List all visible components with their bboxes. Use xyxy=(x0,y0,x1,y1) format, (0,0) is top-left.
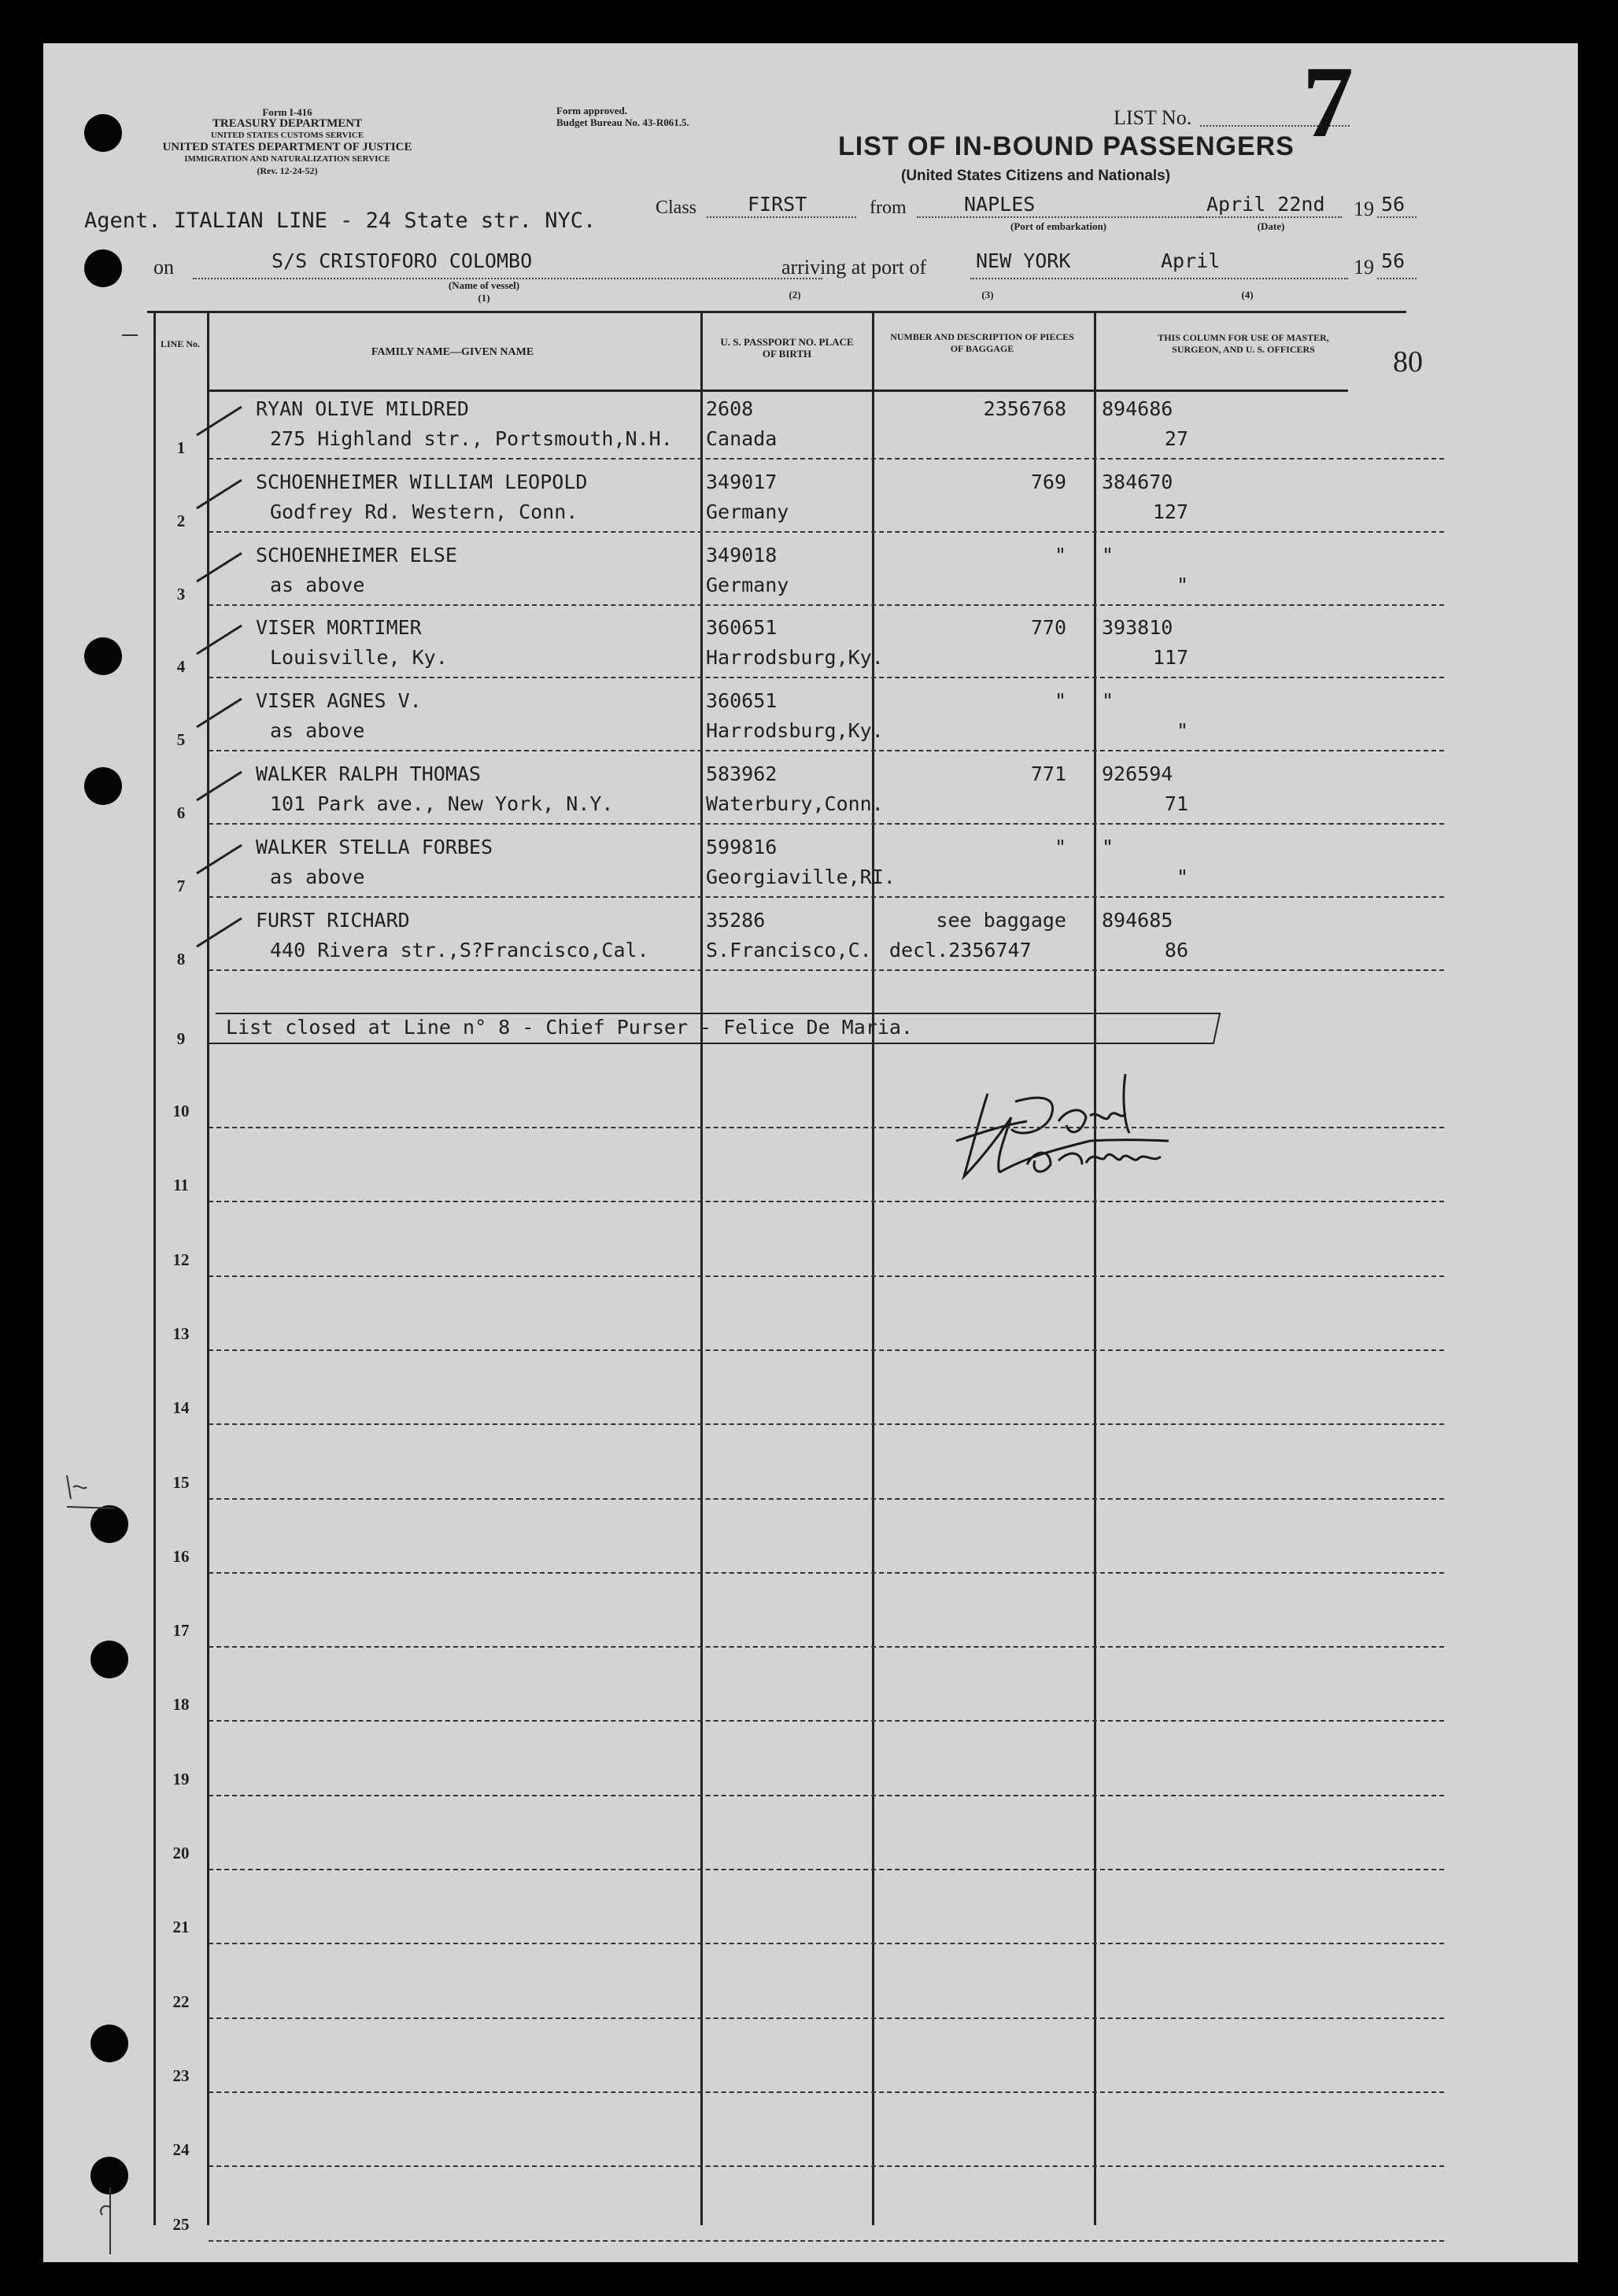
officer-note: " xyxy=(1176,719,1188,743)
year-line xyxy=(1377,216,1417,218)
place-of-birth: S.Francisco,C. xyxy=(706,938,872,962)
passenger-name: VISER MORTIMER xyxy=(256,616,422,640)
passport-number: 349017 xyxy=(706,470,778,493)
page-title: LIST OF IN-BOUND PASSENGERS xyxy=(838,131,1295,161)
line-no-divider xyxy=(207,313,209,2225)
date-value: April 22nd xyxy=(1206,193,1325,216)
date-line xyxy=(1200,216,1342,218)
line-number: 1 xyxy=(176,438,186,457)
row-separator xyxy=(209,823,1444,825)
passenger-name: SCHOENHEIMER WILLIAM LEOPOLD xyxy=(256,470,588,493)
baggage-description: 769 xyxy=(1030,470,1066,493)
agent-line: Agent. ITALIAN LINE - 24 State str. NYC. xyxy=(84,209,597,233)
check-mark xyxy=(193,694,248,733)
row-separator xyxy=(209,1275,1444,1277)
line-number: 24 xyxy=(172,2140,190,2160)
arr-year-line xyxy=(1377,278,1417,279)
line-number: 7 xyxy=(176,876,186,895)
form-block xyxy=(161,106,413,177)
punch-hole xyxy=(84,767,122,805)
passenger-address: as above xyxy=(270,573,365,596)
line-number: 5 xyxy=(176,730,186,750)
place-of-birth: Harrodsburg,Ky. xyxy=(706,719,884,743)
check-mark xyxy=(193,840,248,880)
purser-signature xyxy=(933,1046,1295,1196)
vessel-caption: (Name of vessel) xyxy=(448,279,520,291)
budget-bureau: Budget Bureau No. 43-R061.5. xyxy=(556,116,689,128)
passenger-name: WALKER RALPH THOMAS xyxy=(256,762,481,785)
officer-number: " xyxy=(1102,835,1114,858)
date-caption: (Date) xyxy=(1257,220,1285,232)
officer-number: " xyxy=(1102,543,1114,567)
check-mark xyxy=(193,621,248,660)
passenger-address: as above xyxy=(270,865,365,888)
from-value: NAPLES xyxy=(964,193,1036,216)
passenger-address: Louisville, Ky. xyxy=(270,646,448,670)
page-number: 80 xyxy=(1393,345,1423,378)
line-number: 23 xyxy=(172,2065,190,2085)
passport-number: 360651 xyxy=(706,689,778,713)
row-separator xyxy=(209,1943,1444,1944)
row-separator xyxy=(209,1795,1444,1796)
form-approved: Form approved. xyxy=(556,105,628,116)
line-number: 18 xyxy=(172,1695,190,1715)
place-of-birth: Germany xyxy=(706,573,789,596)
passport-number: 2608 xyxy=(706,397,754,420)
col-3-caption: (3) xyxy=(981,289,994,301)
passenger-name: FURST RICHARD xyxy=(256,908,410,932)
place-of-birth: Germany xyxy=(706,500,789,523)
line-number: 4 xyxy=(176,657,186,677)
line-number: 12 xyxy=(172,1250,190,1269)
vessel-value: S/S CRISTOFORO COLOMBO xyxy=(272,249,533,272)
closing-text: List closed at Line n° 8 - Chief Purser - Felice De Maria. xyxy=(226,1016,913,1039)
passport-number: 583962 xyxy=(706,762,778,785)
officer-note: 71 xyxy=(1164,792,1188,815)
officer-number: " xyxy=(1102,689,1114,713)
passenger-address: 275 Highland str., Portsmouth,N.H. xyxy=(270,427,673,450)
left-tick xyxy=(122,334,138,336)
officer-number: 894686 xyxy=(1102,397,1173,420)
baggage-description: " xyxy=(1054,543,1066,567)
row-separator xyxy=(209,2091,1444,2093)
officer-note: 117 xyxy=(1152,646,1188,670)
page-subtitle: (United States Citizens and Nationals) xyxy=(901,168,1171,184)
row-separator xyxy=(209,896,1444,898)
immigration-service: IMMIGRATION AND NATURALIZATION SERVICE xyxy=(184,154,390,164)
officers-divider xyxy=(1094,313,1096,2225)
place-of-birth: Georgiaville,RI. xyxy=(706,865,896,888)
check-mark xyxy=(193,548,248,588)
line-number: 21 xyxy=(172,1918,190,1937)
officer-number: 894685 xyxy=(1102,908,1173,932)
arriving-month: April xyxy=(1161,249,1221,272)
class-line xyxy=(707,216,856,218)
arr-year-prefix: 19 xyxy=(1354,256,1374,279)
officer-number: 393810 xyxy=(1102,616,1173,640)
line-number: 19 xyxy=(172,1769,190,1788)
officer-number: 384670 xyxy=(1102,470,1173,493)
passenger-address: as above xyxy=(270,719,365,743)
embark-caption: (Port of embarkation) xyxy=(1010,220,1107,232)
line-number: 22 xyxy=(172,1991,190,2011)
passport-number: 360651 xyxy=(706,616,778,640)
line-number: 14 xyxy=(172,1398,190,1418)
treasury-dept: TREASURY DEPARTMENT xyxy=(212,117,363,130)
form-revision: (Rev. 12-24-52) xyxy=(257,165,318,176)
arriving-line xyxy=(970,278,1348,279)
year-prefix: 19 xyxy=(1354,197,1374,220)
baggage-declaration: decl.2356747 xyxy=(889,938,1032,962)
arriving-label: arriving at port of xyxy=(781,256,927,279)
baggage-description: 2356768 xyxy=(983,397,1066,420)
baggage-description: " xyxy=(1054,689,1066,713)
row-separator xyxy=(209,750,1444,751)
officer-note: 127 xyxy=(1152,500,1188,523)
row-separator xyxy=(209,531,1444,533)
list-no-label: LIST No. xyxy=(1114,106,1192,129)
class-label: Class xyxy=(656,197,697,218)
line-number: 6 xyxy=(176,803,186,822)
punch-hole xyxy=(84,249,122,287)
table-top-border xyxy=(147,311,1406,313)
customs-service: UNITED STATES CUSTOMS SERVICE xyxy=(210,131,364,140)
officer-note: 27 xyxy=(1164,427,1188,450)
passport-number: 599816 xyxy=(706,835,778,858)
row-separator xyxy=(209,2240,1444,2242)
officer-note: 86 xyxy=(1164,938,1188,962)
check-mark xyxy=(193,475,248,515)
row-separator xyxy=(209,1646,1444,1648)
approval-block xyxy=(556,105,792,128)
line-number: 15 xyxy=(172,1472,190,1492)
table-left-border xyxy=(153,313,156,2225)
row-separator xyxy=(209,2165,1444,2167)
baggage-description: see baggage xyxy=(936,908,1066,932)
header-name: FAMILY NAME—GIVEN NAME xyxy=(371,346,534,358)
line-number: 11 xyxy=(173,1176,189,1195)
on-label: on xyxy=(153,256,174,279)
row-separator xyxy=(209,1572,1444,1574)
passport-number: 349018 xyxy=(706,543,778,567)
header-baggage: NUMBER AND DESCRIPTION OF PIECES OF BAGGAGE xyxy=(890,331,1074,354)
punch-hole xyxy=(91,1641,128,1678)
row-separator xyxy=(209,1127,1444,1128)
officer-note: " xyxy=(1176,573,1188,596)
row-separator xyxy=(209,1498,1444,1500)
arr-year-value: 56 xyxy=(1381,249,1406,272)
header-bottom-border xyxy=(207,389,1348,392)
form-number: Form I-416 xyxy=(262,106,312,118)
row-separator xyxy=(209,1201,1444,1202)
arriving-port: NEW YORK xyxy=(976,249,1071,272)
baggage-description: 771 xyxy=(1030,762,1066,785)
from-label: from xyxy=(870,197,907,218)
passenger-name: RYAN OLIVE MILDRED xyxy=(256,397,469,420)
year-value: 56 xyxy=(1381,193,1406,216)
row-separator xyxy=(209,604,1444,606)
passenger-address: Godfrey Rd. Western, Conn. xyxy=(270,500,578,523)
list-no-value: 7 xyxy=(1302,46,1354,159)
row-separator xyxy=(209,2017,1444,2019)
line-number: 17 xyxy=(172,1621,190,1641)
row-separator xyxy=(209,1349,1444,1351)
line-number: 2 xyxy=(176,511,186,530)
row-separator xyxy=(209,1720,1444,1722)
closing-line-number: 9 xyxy=(176,1029,186,1048)
check-mark xyxy=(193,914,248,953)
row-separator xyxy=(209,677,1444,678)
passport-number: 35286 xyxy=(706,908,766,932)
row-separator xyxy=(209,458,1444,460)
col-4-caption: (4) xyxy=(1241,289,1254,301)
class-value: FIRST xyxy=(748,193,807,216)
check-mark xyxy=(193,767,248,807)
punch-hole xyxy=(91,2025,128,2062)
row-separator xyxy=(209,1423,1444,1425)
line-number: 10 xyxy=(172,1102,190,1120)
margin-marks xyxy=(59,1467,122,1515)
form-page xyxy=(43,43,1578,2262)
check-mark xyxy=(193,402,248,441)
margin-mark-bottom xyxy=(87,2183,134,2262)
line-number: 8 xyxy=(176,949,186,969)
col-2-caption: (2) xyxy=(789,289,801,301)
baggage-description: 770 xyxy=(1030,616,1066,640)
col-1-caption: (1) xyxy=(478,292,490,304)
header-line-no: LINE No. xyxy=(160,338,200,349)
row-separator xyxy=(209,1869,1444,1870)
officer-number: 926594 xyxy=(1102,762,1173,785)
place-of-birth: Canada xyxy=(706,427,778,450)
baggage-description: " xyxy=(1054,835,1066,858)
header-officers: THIS COLUMN FOR USE OF MASTER, SURGEON, AND U. S. OFFICERS xyxy=(1158,332,1329,355)
place-of-birth: Harrodsburg,Ky. xyxy=(706,646,884,670)
row-separator xyxy=(209,969,1444,971)
passport-divider xyxy=(700,313,703,2225)
passenger-name: SCHOENHEIMER ELSE xyxy=(256,543,457,567)
passenger-name: VISER AGNES V. xyxy=(256,689,422,713)
line-number: 25 xyxy=(172,2214,190,2234)
punch-hole xyxy=(84,637,122,675)
place-of-birth: Waterbury,Conn. xyxy=(706,792,884,815)
line-number: 3 xyxy=(176,584,186,604)
line-number: 20 xyxy=(172,1844,190,1862)
passenger-address: 101 Park ave., New York, N.Y. xyxy=(270,792,614,815)
justice-dept: UNITED STATES DEPARTMENT OF JUSTICE xyxy=(162,141,412,153)
header-passport: U. S. PASSPORT NO. PLACE OF BIRTH xyxy=(720,336,854,360)
baggage-divider xyxy=(872,313,874,2225)
line-number: 13 xyxy=(172,1323,190,1343)
passenger-address: 440 Rivera str.,S?Francisco,Cal. xyxy=(270,938,649,962)
officer-note: " xyxy=(1176,865,1188,888)
passenger-name: WALKER STELLA FORBES xyxy=(256,835,493,858)
punch-hole xyxy=(84,114,122,152)
line-number: 16 xyxy=(172,1546,190,1566)
from-line xyxy=(917,216,1200,218)
